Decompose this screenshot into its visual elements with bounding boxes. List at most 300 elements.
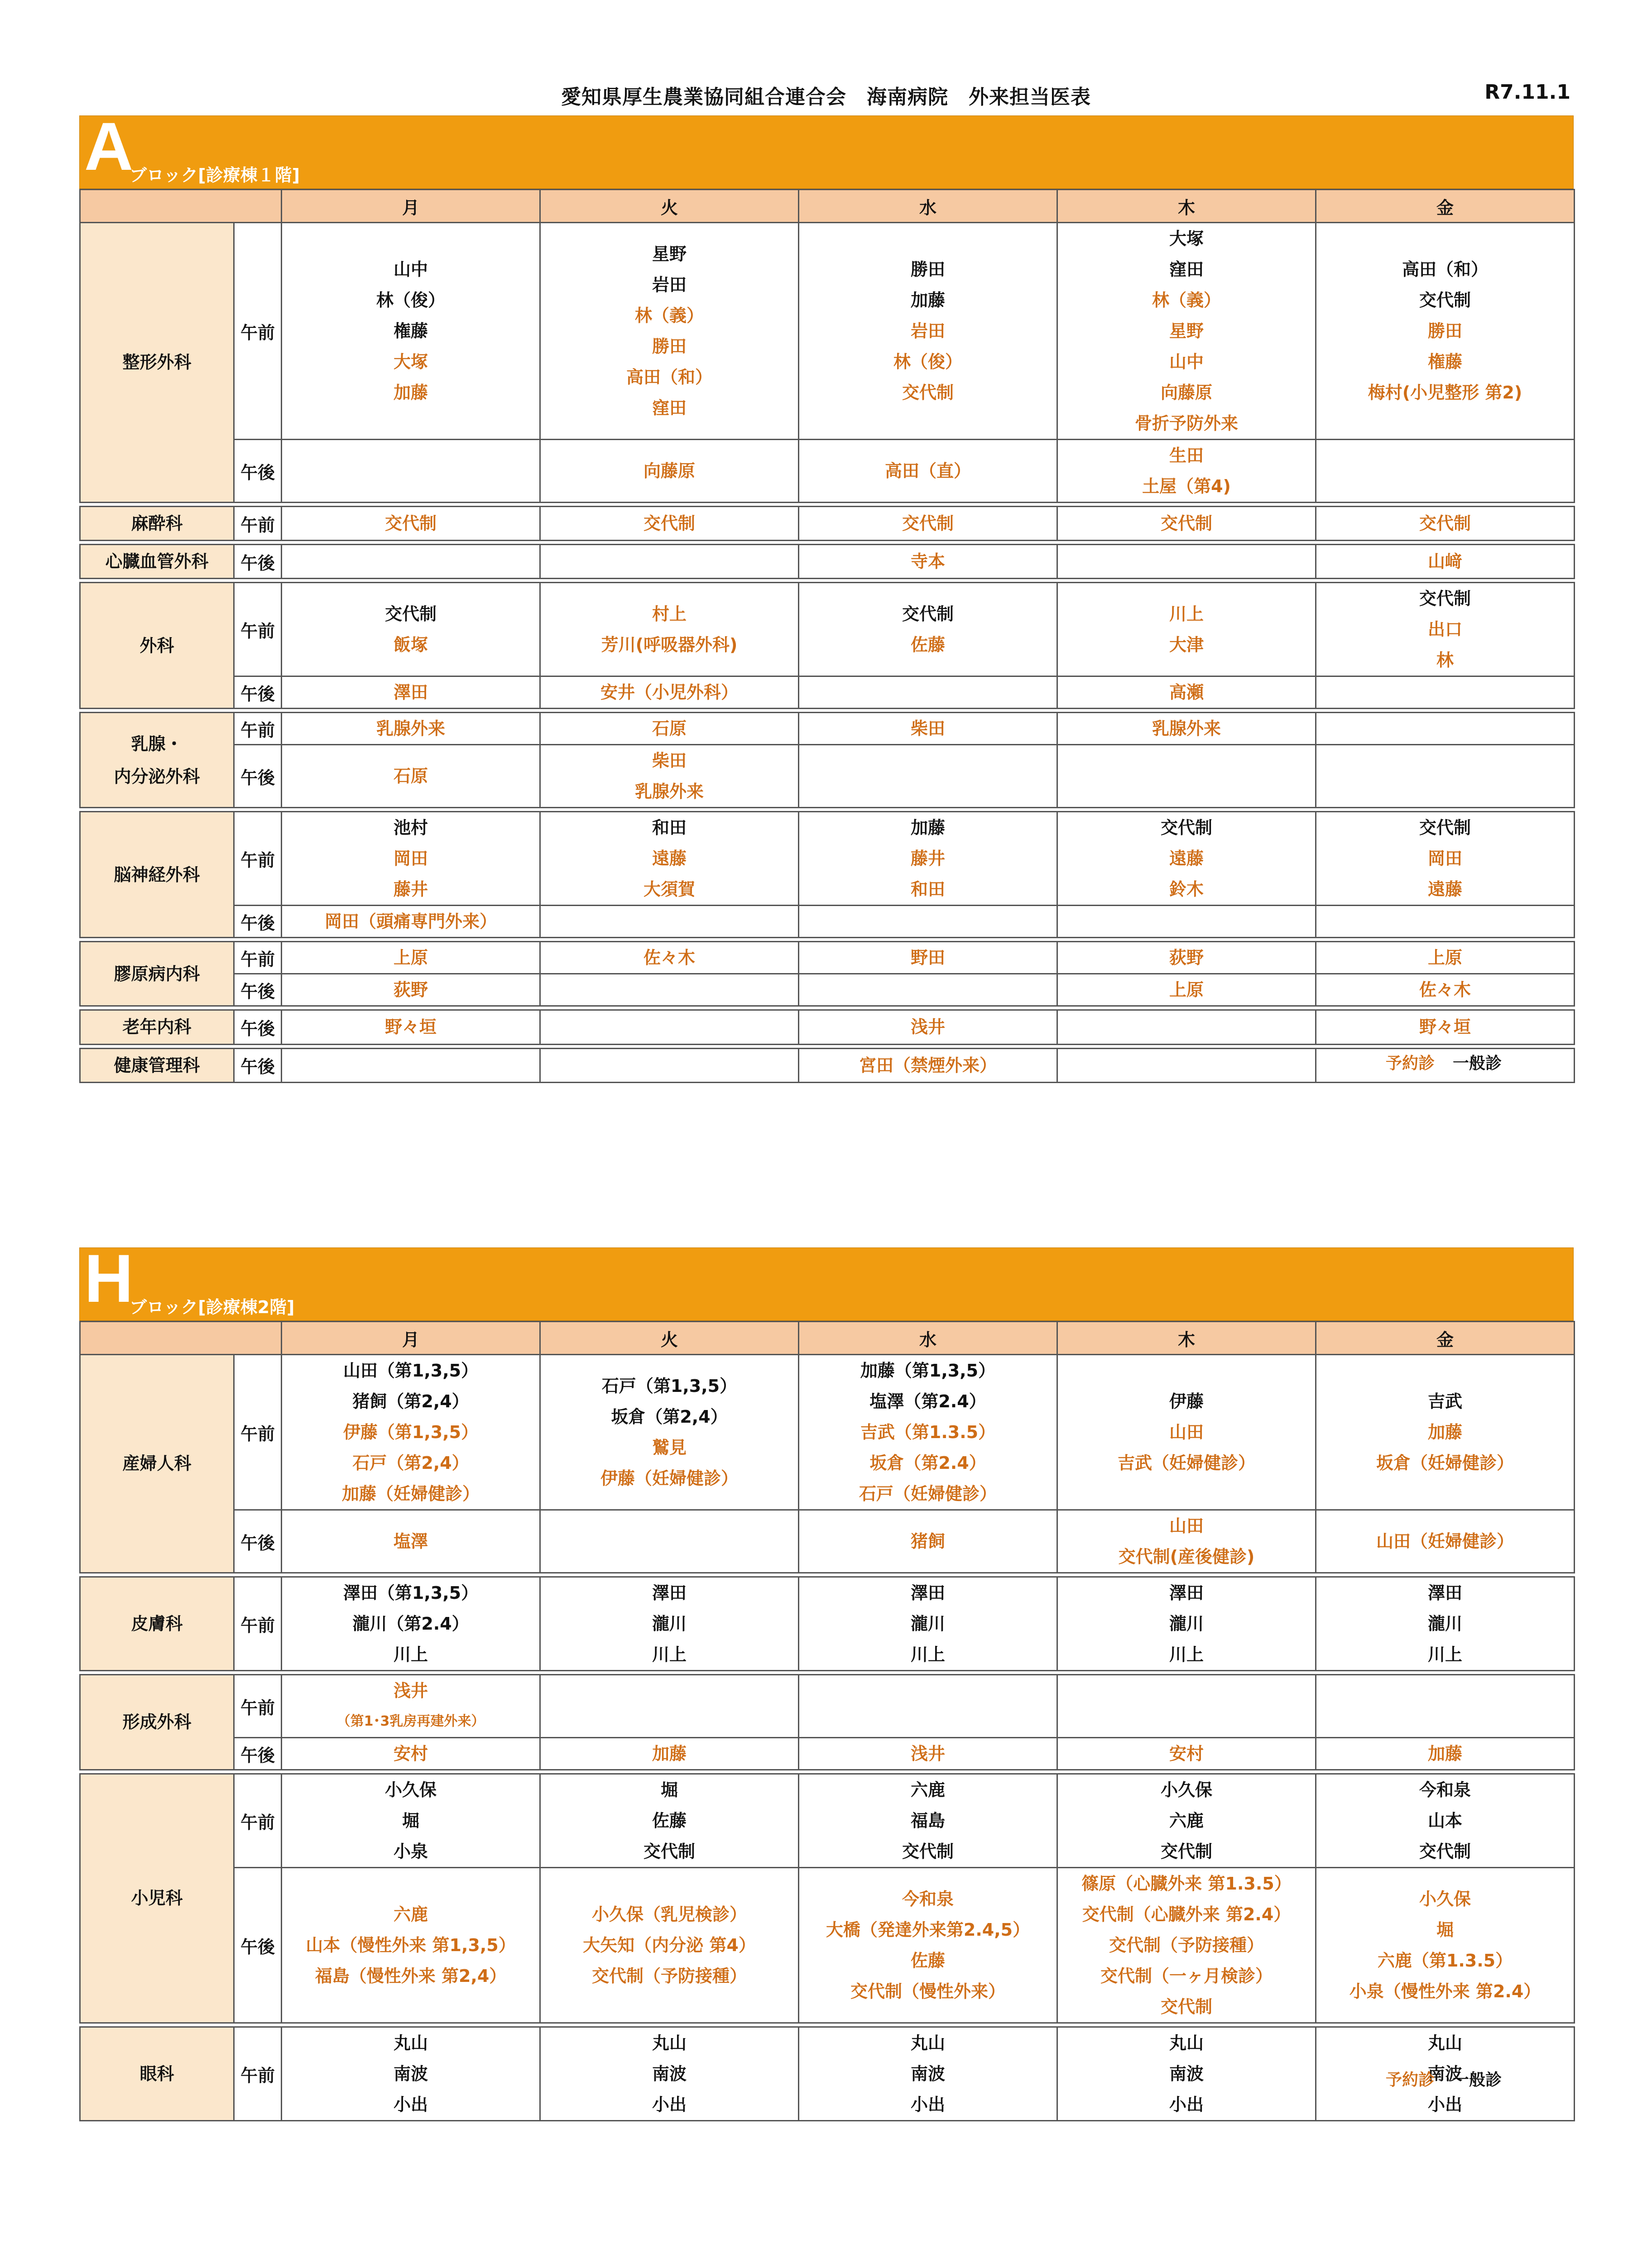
schedule-cell <box>540 1010 799 1044</box>
schedule-cell <box>540 545 799 579</box>
schedule-cell <box>540 745 799 808</box>
doctor-name: 伊藤（妊婦健診） <box>600 1468 738 1488</box>
department-name-line: 小児科 <box>131 1888 183 1909</box>
doctor-name: 福島（慢性外来 第2,4） <box>315 1966 507 1986</box>
schedule-cell <box>1316 745 1575 808</box>
doctor-name: 林（義） <box>634 306 704 326</box>
doctor-name: 荻野 <box>393 980 428 1000</box>
schedule-cell <box>799 942 1057 974</box>
doctor-name: 野田 <box>910 948 945 968</box>
doctor-name: 勝田 <box>1427 321 1462 341</box>
doctor-name: 澤田 <box>910 1583 945 1603</box>
schedule-cell <box>799 2027 1057 2121</box>
session-label: 午後 <box>234 1738 282 1770</box>
doctor-name: 南波 <box>910 2064 945 2084</box>
row-gap <box>80 1006 1575 1010</box>
schedule-cell <box>540 2027 799 2121</box>
doctor-name: 佐藤 <box>910 1951 945 1971</box>
row-gap <box>80 541 1575 545</box>
doctor-name: 大津 <box>1169 635 1204 655</box>
department-name <box>80 583 234 709</box>
schedule-cell <box>1057 942 1316 974</box>
doctor-name: 今和泉 <box>1419 1780 1471 1800</box>
table-row <box>80 1010 1575 1044</box>
gap-cell <box>80 709 1575 713</box>
doctor-name: 勝田 <box>652 336 687 356</box>
block-h <box>79 1240 1574 2121</box>
table-row <box>80 676 1575 709</box>
row-gap <box>80 1671 1575 1675</box>
schedule-cell <box>540 223 799 440</box>
gap-cell <box>80 541 1575 545</box>
schedule-cell <box>799 1774 1057 1868</box>
session-label: 午前 <box>234 583 282 676</box>
doctor-name: 小久保 <box>1419 1889 1471 1909</box>
gap-cell <box>80 938 1575 942</box>
table-row <box>80 713 1575 745</box>
department-name-line: 産婦人科 <box>122 1453 192 1474</box>
doctor-name: 坂倉（妊婦健診） <box>1376 1453 1514 1473</box>
department-name <box>80 812 234 938</box>
session-label: 午前 <box>234 507 282 541</box>
doctor-name: 六鹿 <box>393 1904 428 1924</box>
doctor-name: 川上 <box>393 1645 428 1664</box>
schedule-cell <box>1316 545 1575 579</box>
doctor-name: 高田（和） <box>626 367 712 387</box>
session-label: 午後 <box>234 1868 282 2023</box>
schedule-cell <box>1316 1675 1575 1738</box>
row-gap <box>80 1573 1575 1577</box>
session-label: 午前 <box>234 1577 282 1671</box>
department-name <box>80 1675 234 1770</box>
doctor-name: 鷲見 <box>652 1438 687 1458</box>
doctor-name: 窪田 <box>1169 259 1204 279</box>
row-gap <box>80 2023 1575 2027</box>
day-header-row <box>80 1322 1575 1355</box>
doctor-name: 川上 <box>910 1645 945 1664</box>
schedule-cell <box>540 440 799 503</box>
doctor-name: 六鹿 <box>910 1780 945 1800</box>
day-header: 火 <box>540 1322 799 1355</box>
doctor-name: 林（俊） <box>376 290 445 310</box>
table-row <box>80 974 1575 1006</box>
doctor-name: 加藤 <box>1427 1744 1462 1764</box>
schedule-cell <box>1057 583 1316 676</box>
doctor-name: 南波 <box>393 2064 428 2084</box>
schedule-cell <box>540 583 799 676</box>
schedule-cell <box>282 1774 540 1868</box>
department-name <box>80 942 234 1006</box>
doctor-name: 澤田（第1,3,5） <box>343 1583 479 1603</box>
session-label: 午後 <box>234 906 282 938</box>
schedule-cell <box>1057 713 1316 745</box>
doctor-name: 交代制 <box>1419 290 1471 310</box>
doctor-name: 乳腺外来 <box>634 782 704 802</box>
doctor-name: 丸山 <box>910 2033 945 2053</box>
gap-cell <box>80 1671 1575 1675</box>
doctor-name: 遠藤 <box>1427 879 1462 900</box>
schedule-cell <box>799 812 1057 906</box>
doctor-name: 権藤 <box>1427 352 1462 372</box>
doctor-name: 交代制（一ヶ月検診） <box>1100 1966 1273 1986</box>
doctor-name: 坂倉（第2,4） <box>611 1407 728 1427</box>
doctor-name: 交代制 <box>902 604 954 624</box>
block-a <box>79 108 1574 1083</box>
doctor-name: 梅村(小児整形 第2) <box>1368 383 1522 403</box>
schedule-cell <box>1316 1510 1575 1573</box>
doctor-name: 瀧川（第2.4） <box>352 1614 469 1634</box>
session-label: 午前 <box>234 1774 282 1868</box>
doctor-name: 和田 <box>652 818 687 838</box>
department-name <box>80 545 234 579</box>
row-gap <box>80 938 1575 942</box>
schedule-cell <box>282 1355 540 1510</box>
doctor-name: 交代制 <box>902 1842 954 1861</box>
schedule-cell <box>799 676 1057 709</box>
doctor-name: 高田（直） <box>884 461 971 481</box>
doctor-name: 交代制(産後健診) <box>1118 1547 1255 1567</box>
session-label: 午後 <box>234 1048 282 1082</box>
doctor-name: 安村 <box>393 1744 428 1764</box>
schedule-cell <box>282 906 540 938</box>
doctor-name: 吉武 <box>1427 1391 1462 1411</box>
session-label: 午前 <box>234 1355 282 1510</box>
doctor-name: 山本（慢性外来 第1,3,5） <box>306 1935 516 1955</box>
department-name-line: 健康管理科 <box>114 1055 200 1075</box>
doctor-name: 交代制（心臓外来 第2.4） <box>1082 1904 1291 1924</box>
table-row <box>80 1355 1575 1510</box>
schedule-cell <box>799 1675 1057 1738</box>
doctor-name: 交代制 <box>643 1842 695 1861</box>
schedule-cell <box>1057 440 1316 503</box>
day-header: 火 <box>540 190 799 223</box>
schedule-cell <box>282 1510 540 1573</box>
session-label: 午後 <box>234 440 282 503</box>
row-gap <box>80 579 1575 583</box>
doctor-name: 上原 <box>393 948 428 968</box>
doctor-name: 小久保 <box>1160 1780 1212 1800</box>
schedule-cell <box>799 223 1057 440</box>
doctor-name: 石原 <box>393 766 428 787</box>
doctor-name: 瀧川 <box>1169 1614 1204 1634</box>
schedule-cell <box>799 974 1057 1006</box>
doctor-name: 土屋（第4) <box>1142 476 1231 496</box>
schedule-cell <box>799 713 1057 745</box>
block-letter: H <box>84 1240 134 1316</box>
doctor-name: 林 <box>1436 650 1454 671</box>
doctor-name: 伊藤 <box>1169 1391 1204 1411</box>
doctor-name: 林（義） <box>1152 290 1221 310</box>
doctor-name: 伊藤（第1,3,5） <box>343 1422 479 1442</box>
table-row <box>80 1774 1575 1868</box>
doctor-name: 岡田 <box>1427 849 1462 869</box>
schedule-cell <box>1316 1868 1575 2023</box>
doctor-name: 堀 <box>1436 1920 1454 1940</box>
doctor-name: 池村 <box>393 818 428 838</box>
session-label: 午後 <box>234 974 282 1006</box>
doctor-name: 澤田 <box>1169 1583 1204 1603</box>
schedule-cell <box>1057 745 1316 808</box>
session-label: 午後 <box>234 745 282 808</box>
block-a-banner <box>79 108 1574 189</box>
doctor-name: 南波 <box>652 2064 687 2084</box>
doctor-name: 加藤 <box>393 383 428 403</box>
schedule-cell <box>799 1577 1057 1671</box>
doctor-name: 吉武（第1.3.5） <box>860 1422 996 1442</box>
legend-a <box>1386 1050 1502 1074</box>
doctor-name: 上原 <box>1169 980 1204 1000</box>
schedule-cell <box>1057 906 1316 938</box>
schedule-cell <box>282 1675 540 1738</box>
doctor-name: 澤田 <box>652 1583 687 1603</box>
doctor-name: 勝田 <box>910 259 945 279</box>
doctor-name: 窪田 <box>652 398 687 418</box>
schedule-cell <box>1057 974 1316 1006</box>
schedule-cell <box>540 1675 799 1738</box>
table-row <box>80 1510 1575 1573</box>
doctor-name: 岡田（頭痛専門外来） <box>324 911 497 932</box>
doctor-name: 安井（小児外科） <box>600 682 738 703</box>
doctor-name: 加藤（第1,3,5） <box>860 1361 996 1381</box>
doctor-name: 山田（第1,3,5） <box>343 1361 479 1381</box>
schedule-cell <box>540 676 799 709</box>
day-header-row <box>80 190 1575 223</box>
table-row <box>80 942 1575 974</box>
schedule-cell <box>799 1868 1057 2023</box>
schedule-cell <box>282 2027 540 2121</box>
doctor-name: 佐藤 <box>910 635 945 655</box>
table-row <box>80 1675 1575 1738</box>
day-header: 月 <box>282 190 540 223</box>
schedule-cell <box>282 745 540 808</box>
department-name <box>80 1774 234 2023</box>
schedule-cell <box>799 545 1057 579</box>
schedule-cell <box>540 713 799 745</box>
schedule-cell <box>799 1510 1057 1573</box>
doctor-name: 芳川(呼吸器外科) <box>601 635 738 655</box>
schedule-cell <box>282 545 540 579</box>
doctor-name: 猪飼（第2,4） <box>352 1391 469 1411</box>
session-label: 午前 <box>234 713 282 745</box>
schedule-cell <box>540 1510 799 1573</box>
row-gap <box>80 503 1575 507</box>
doctor-name: 野々垣 <box>384 1017 437 1037</box>
doctor-name: 安村 <box>1169 1744 1204 1764</box>
department-name-line: 整形外科 <box>122 352 192 373</box>
schedule-cell <box>1057 1675 1316 1738</box>
doctor-name: 小出 <box>1427 2095 1462 2115</box>
doctor-name: 大須賀 <box>643 879 695 900</box>
schedule-cell <box>1057 1355 1316 1510</box>
department-name-line: 麻酔科 <box>131 513 183 533</box>
session-label: 午前 <box>234 223 282 440</box>
gap-cell <box>80 1044 1575 1048</box>
doctor-name: 交代制 <box>384 604 437 624</box>
doctor-name: 交代制 <box>1419 818 1471 838</box>
doctor-name: 交代制 <box>384 513 437 534</box>
table-row <box>80 1738 1575 1770</box>
schedule-cell <box>282 1738 540 1770</box>
doctor-name: 交代制 <box>1419 1842 1471 1861</box>
schedule-cell <box>1316 906 1575 938</box>
doctor-name: 交代制 <box>1160 1842 1212 1861</box>
department-name-line: 心臓血管外科 <box>105 552 209 572</box>
schedule-cell <box>1316 507 1575 541</box>
doctor-name: 小出 <box>910 2095 945 2115</box>
doctor-name: 向藤原 <box>643 461 695 481</box>
gap-cell <box>80 503 1575 507</box>
schedule-cell <box>1057 1048 1316 1082</box>
doctor-name: 堀 <box>402 1811 419 1831</box>
doctor-name: 岡田 <box>393 849 428 869</box>
schedule-cell <box>1057 1868 1316 2023</box>
doctor-name: 小泉 <box>393 1842 428 1861</box>
doctor-name: 荻野 <box>1169 948 1204 968</box>
schedule-cell <box>1057 2027 1316 2121</box>
doctor-name: 山﨑 <box>1427 552 1462 572</box>
schedule-cell <box>799 1355 1057 1510</box>
session-label: 午前 <box>234 1675 282 1738</box>
doctor-name: 出口 <box>1427 619 1462 640</box>
doctor-name: 大塚 <box>1169 229 1204 249</box>
schedule-cell <box>1057 545 1316 579</box>
schedule-cell <box>1316 1774 1575 1868</box>
department-name <box>80 2027 234 2121</box>
schedule-cell <box>540 1868 799 2023</box>
schedule-cell <box>799 507 1057 541</box>
row-gap <box>80 1770 1575 1774</box>
table-row <box>80 2027 1575 2121</box>
schedule-cell <box>282 713 540 745</box>
doctor-name: 高田（和） <box>1402 259 1488 279</box>
doctor-name: 寺本 <box>910 552 945 572</box>
session-label: 午後 <box>234 676 282 709</box>
department-name-line: 眼科 <box>139 2063 174 2084</box>
page-title: 愛知県厚生農業協同組合連合会 海南病院 外来担当医表 <box>561 86 1091 109</box>
doctor-name: 吉武（妊婦健診） <box>1117 1453 1255 1473</box>
header-corner <box>80 190 282 223</box>
department-name-line: 乳腺・ <box>131 734 183 754</box>
schedule-cell <box>540 812 799 906</box>
doctor-name: 小出 <box>1169 2095 1204 2115</box>
doctor-name: 丸山 <box>1427 2033 1462 2053</box>
doctor-name: 川上 <box>1169 604 1204 624</box>
schedule-cell <box>540 1355 799 1510</box>
doctor-name: 交代制（慢性外来） <box>850 1981 1005 2001</box>
row-gap <box>80 709 1575 713</box>
doctor-name: 宮田（禁煙外来） <box>859 1055 997 1075</box>
doctor-name: 石戸（妊婦健診） <box>859 1484 997 1504</box>
department-name <box>80 1010 234 1044</box>
doctor-name: 交代制 <box>902 513 954 534</box>
doctor-name: 交代制 <box>1419 589 1471 609</box>
day-header: 金 <box>1316 190 1575 223</box>
doctor-name: 乳腺外来 <box>1152 719 1221 739</box>
doctor-name: 星野 <box>1169 321 1204 341</box>
doctor-name: 石戸（第1,3,5） <box>601 1376 737 1396</box>
table-row <box>80 545 1575 579</box>
doctor-name: 山中 <box>393 259 428 279</box>
doctor-name: 藤井 <box>393 879 428 900</box>
department-name <box>80 223 234 503</box>
block-letter: A <box>84 108 134 184</box>
row-gap <box>80 1044 1575 1048</box>
schedule-cell <box>282 1577 540 1671</box>
day-header: 水 <box>799 190 1057 223</box>
doctor-name: 浅井 <box>910 1744 945 1764</box>
doctor-name: 堀 <box>660 1780 678 1800</box>
doctor-name: 交代制 <box>1160 513 1212 534</box>
doctor-name: 坂倉（第2.4） <box>869 1453 986 1473</box>
session-label: 午前 <box>234 2027 282 2121</box>
schedule-cell <box>1316 583 1575 676</box>
doctor-name: 澤田 <box>393 682 428 703</box>
doctor-name: 加藤（妊婦健診） <box>341 1484 480 1504</box>
legend-reserved: 予約診 <box>1386 2071 1435 2089</box>
doctor-name: 高瀬 <box>1169 682 1204 703</box>
doctor-name: 加藤 <box>1427 1422 1462 1442</box>
table-row <box>80 745 1575 808</box>
schedule-cell <box>1057 1510 1316 1573</box>
schedule-cell <box>282 1048 540 1082</box>
doctor-name: 村上 <box>652 604 687 624</box>
schedule-cell <box>1057 1774 1316 1868</box>
doctor-name: 林（俊） <box>893 352 962 372</box>
doctor-name: 六鹿（第1.3.5） <box>1377 1951 1513 1971</box>
doctor-name: 星野 <box>652 244 687 264</box>
department-name <box>80 1355 234 1573</box>
doctor-name: 塩澤（第2.4） <box>869 1391 986 1411</box>
doctor-name: 交代制（予防接種） <box>591 1966 747 1986</box>
schedule-cell <box>1057 1577 1316 1671</box>
schedule-cell <box>282 507 540 541</box>
doctor-name: 六鹿 <box>1169 1811 1204 1831</box>
doctor-name: 小久保 <box>384 1780 437 1800</box>
department-name <box>80 1577 234 1671</box>
header-corner <box>80 1322 282 1355</box>
schedule-cell <box>540 507 799 541</box>
gap-cell <box>80 1770 1575 1774</box>
block-subtitle: ブロック[診療棟2階] <box>130 1297 295 1317</box>
doctor-name: 権藤 <box>393 321 428 341</box>
department-name-line: 皮膚科 <box>131 1613 183 1634</box>
doctor-name: 遠藤 <box>652 849 687 869</box>
schedule-cell <box>282 583 540 676</box>
doctor-name: 川上 <box>1427 1645 1462 1664</box>
schedule-cell <box>799 1010 1057 1044</box>
doctor-name: 瀧川 <box>1427 1614 1462 1634</box>
revision-date: R7.11.1 <box>1484 81 1570 104</box>
session-label: 午後 <box>234 545 282 579</box>
doctor-name: 浅井 <box>393 1681 428 1701</box>
table-row <box>80 812 1575 906</box>
schedule-cell <box>799 745 1057 808</box>
doctor-name: 交代制 <box>1160 818 1212 838</box>
block-subtitle: ブロック[診療棟１階] <box>130 165 300 185</box>
schedule-cell <box>1057 676 1316 709</box>
doctor-name: 猪飼 <box>910 1531 945 1551</box>
schedule-cell <box>540 906 799 938</box>
doctor-name: 岩田 <box>652 275 687 295</box>
row-gap <box>80 808 1575 812</box>
day-header: 木 <box>1057 1322 1316 1355</box>
day-header: 木 <box>1057 190 1316 223</box>
schedule-cell <box>1057 1010 1316 1044</box>
doctor-name: 丸山 <box>393 2033 428 2053</box>
doctor-name: 澤田 <box>1427 1583 1462 1603</box>
doctor-name: 佐藤 <box>652 1811 687 1831</box>
doctor-name: 加藤 <box>652 1744 687 1764</box>
